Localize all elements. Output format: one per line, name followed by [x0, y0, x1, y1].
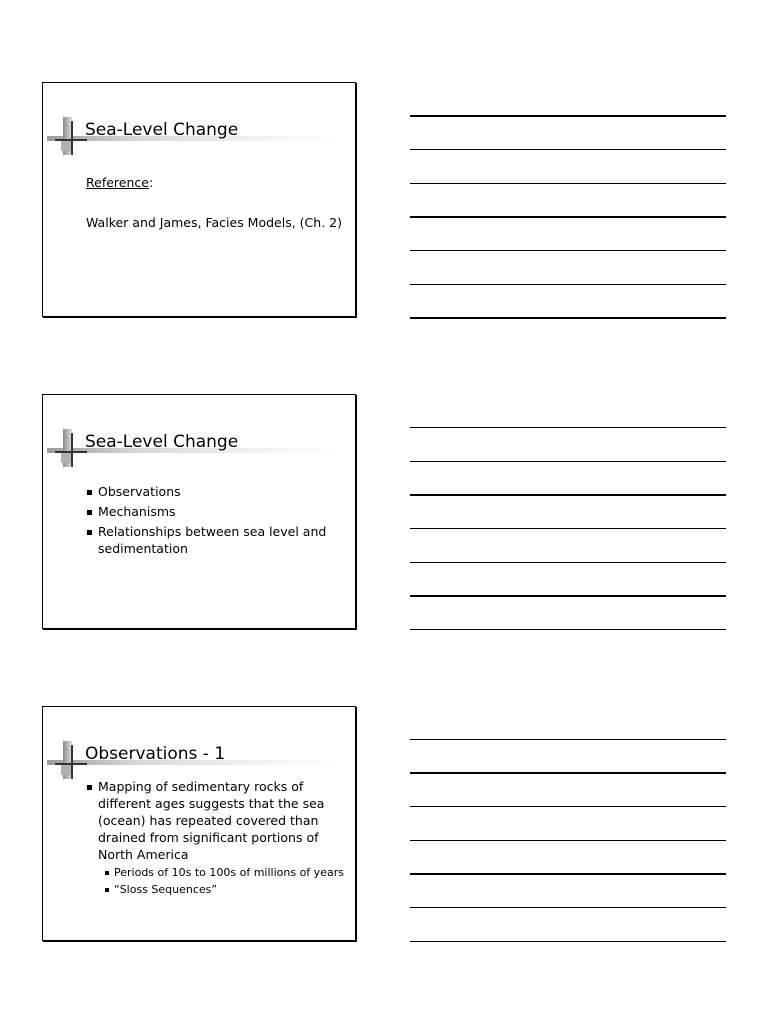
slide-title-decoration-icon — [47, 741, 87, 781]
slide-title: Sea-Level Change — [85, 432, 239, 452]
note-line — [410, 806, 726, 807]
note-line — [410, 595, 726, 597]
slide-body — [86, 483, 345, 560]
reference-line — [86, 174, 345, 191]
note-line — [410, 494, 726, 496]
sub-bullet-item: “Sloss Sequences” — [104, 882, 345, 897]
bullet-list — [86, 778, 345, 897]
bullet-item: Observations — [86, 483, 345, 500]
slide-2 — [42, 394, 356, 629]
note-line — [410, 907, 726, 908]
bullet-text: Mapping of sedimentary rocks of different ages suggests that the sea (ocean) has repeated covered than drained from significant portions of North America — [98, 779, 325, 862]
slide-body — [86, 174, 345, 231]
note-line — [410, 461, 726, 462]
slide-title: Sea-Level Change — [85, 120, 239, 140]
note-line — [410, 427, 726, 428]
slide-title: Observations - 1 — [85, 744, 226, 764]
reference-colon: : — [148, 175, 154, 190]
note-line — [410, 941, 726, 942]
sub-bullet-item: Periods of 10s to 100s of millions of years — [104, 865, 345, 880]
note-line — [410, 149, 726, 150]
bullet-item: Relationships between sea level and sedimentation — [86, 523, 345, 557]
bullet-list — [86, 483, 345, 557]
note-line — [410, 562, 726, 563]
note-line — [410, 115, 726, 117]
note-line — [410, 528, 726, 529]
note-line — [410, 284, 726, 285]
note-line — [410, 216, 726, 218]
note-line — [410, 250, 726, 251]
slide-title-decoration-icon — [47, 117, 87, 157]
note-line — [410, 873, 726, 875]
note-line — [410, 840, 726, 841]
note-line — [410, 772, 726, 774]
slide-title-decoration-icon — [47, 429, 87, 469]
note-line — [410, 183, 726, 184]
reference-text: Walker and James, Facies Models, (Ch. 2) — [86, 215, 342, 230]
slide-1 — [42, 82, 356, 317]
bullet-item — [86, 778, 345, 897]
slide-3 — [42, 706, 356, 941]
note-line — [410, 739, 726, 740]
sub-bullet-list — [98, 865, 345, 897]
note-line — [410, 317, 726, 319]
note-line — [410, 629, 726, 630]
reference-label: Reference — [86, 175, 149, 190]
bullet-item: Mechanisms — [86, 503, 345, 520]
slide-body — [86, 778, 345, 900]
